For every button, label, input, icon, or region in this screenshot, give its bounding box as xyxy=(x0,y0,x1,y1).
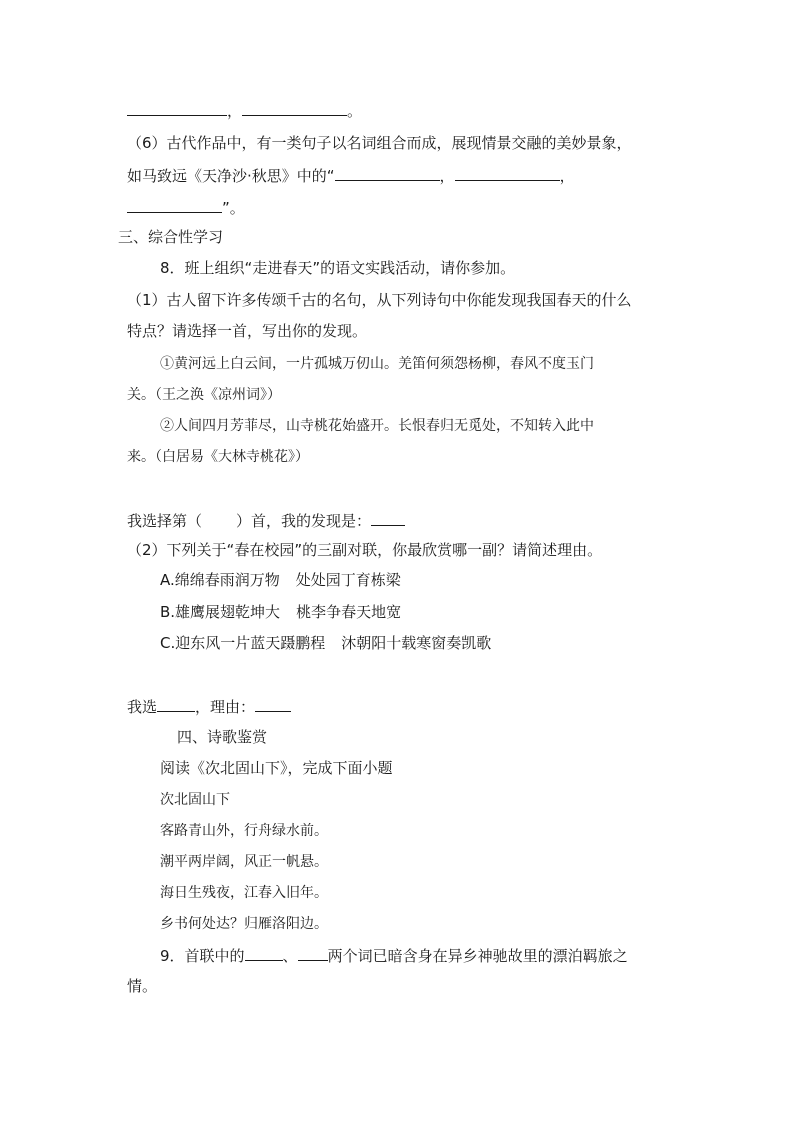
text: ，理由： xyxy=(195,698,256,716)
option-a xyxy=(160,570,401,590)
poem-title: 次北固山下 xyxy=(160,792,230,808)
answer-blank-line-top xyxy=(127,100,362,121)
answer-blank[interactable] xyxy=(335,165,440,181)
poem-2-line2: 来。（白居易《大林寺桃花》） xyxy=(127,449,309,465)
question-6-line2 xyxy=(127,165,575,186)
poem-line-1: 客路青山外，行舟绿水前。 xyxy=(160,823,328,839)
poem-2-line1: ②人间四月芳菲尽，山寺桃花始盛开。长恨春归无觅处，不知转入此中 xyxy=(160,418,594,434)
poem-1-line1: ①黄河远上白云间，一片孤城万仞山。羌笛何须怨杨柳，春风不度玉门 xyxy=(160,356,594,372)
text: 处处园丁育栋梁 xyxy=(295,571,401,589)
text: 9．首联中的 xyxy=(160,947,245,965)
answer-blank[interactable] xyxy=(245,945,283,961)
text: 我选 xyxy=(127,698,158,716)
choice-line-2 xyxy=(127,696,291,717)
question-8-1-line1: （1）古人留下许多传颂千古的名句，从下列诗句中你能发现我国春天的什么 xyxy=(127,291,632,309)
text: 我选择第（ xyxy=(127,512,203,530)
question-6-line3 xyxy=(127,197,245,218)
question-6-line1: （6）古代作品中，有一类句子以名词组合而成，展现情景交融的美妙景象， xyxy=(127,134,632,152)
text: 桃李争春天地宽 xyxy=(296,603,402,621)
answer-blank[interactable] xyxy=(371,510,405,526)
punct: 、 xyxy=(282,947,298,965)
punct: ， xyxy=(227,102,243,120)
poem-line-3: 海日生残夜，江春入旧年。 xyxy=(160,885,328,901)
choice-line-1 xyxy=(127,510,405,531)
text: 两个词已暗含身在异乡神驰故里的漂泊羁旅之 xyxy=(327,947,628,965)
answer-blank[interactable] xyxy=(298,945,328,961)
answer-blank[interactable] xyxy=(127,197,222,213)
option-b xyxy=(160,602,401,622)
poem-line-2: 潮平两岸阔，风正一帆悬。 xyxy=(160,854,328,870)
answer-blank[interactable] xyxy=(127,100,227,116)
text: 如马致远《天净沙·秋思》中的“ xyxy=(127,167,335,185)
reading-instruction: 阅读《次北固山下》，完成下面小题 xyxy=(160,759,393,777)
poem-1-line2: 关。（王之涣《凉州词》） xyxy=(127,387,281,403)
question-8-2: （2）下列关于“春在校园”的三副对联，你最欣赏哪一副？请简述理由。 xyxy=(127,541,603,559)
section-3-heading: 三、综合性学习 xyxy=(118,228,224,246)
answer-blank[interactable] xyxy=(157,696,195,712)
text: C.迎东风一片蓝天蹑鹏程 xyxy=(160,634,326,652)
punct: ”。 xyxy=(222,199,245,217)
text: B.雄鹰展翅乾坤大 xyxy=(160,603,281,621)
poem-line-4: 乡书何处达？归雁洛阳边。 xyxy=(160,916,328,932)
answer-blank[interactable] xyxy=(242,100,347,116)
section-4-heading: 四、诗歌鉴赏 xyxy=(177,728,268,746)
answer-blank[interactable] xyxy=(255,696,291,712)
punct: ， xyxy=(559,167,575,185)
punct: ， xyxy=(439,167,455,185)
question-8-1-line2: 特点？请选择一首，写出你的发现。 xyxy=(127,322,368,340)
text: ）首，我的发现是： xyxy=(236,512,372,530)
punct: 。 xyxy=(347,102,363,120)
option-c xyxy=(160,633,491,653)
question-9-line1 xyxy=(160,945,628,966)
answer-blank[interactable] xyxy=(455,165,560,181)
question-8: 8．班上组织“走进春天”的语文实践活动，请你参加。 xyxy=(160,259,516,277)
text: A.绵绵春雨润万物 xyxy=(160,571,280,589)
question-9-line2: 情。 xyxy=(127,977,158,995)
text: 沐朝阳十载寒窗奏凯歌 xyxy=(341,634,492,652)
